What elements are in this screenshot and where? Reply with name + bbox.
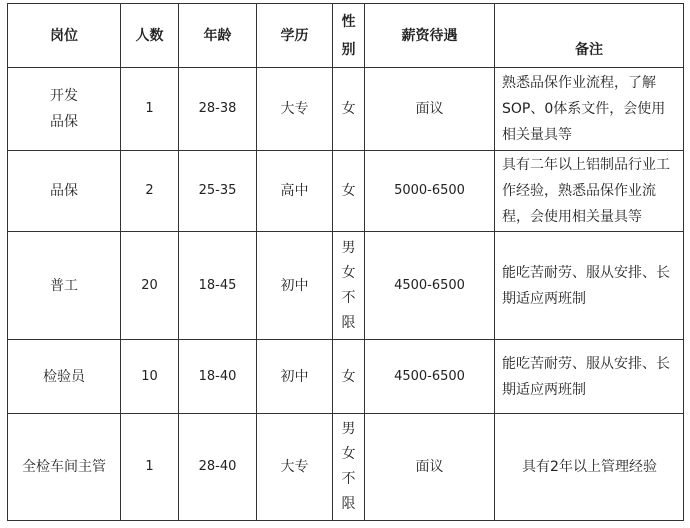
- cell-salary: 面议: [365, 68, 495, 151]
- cell-count: 2: [121, 151, 179, 232]
- header-gender-line2: 别: [341, 41, 356, 58]
- table-row: [8, 340, 684, 414]
- cell-gender-char: 男: [341, 421, 356, 437]
- cell-gender: 女: [333, 68, 365, 151]
- cell-notes: 具有二年以上铝制品行业工作经验，熟悉品保作业流程，会使用相关量具等: [495, 151, 684, 232]
- cell-age: 28-38: [179, 68, 257, 151]
- table-row: [8, 232, 684, 340]
- header-salary: 薪资待遇: [365, 4, 495, 68]
- table-row: [8, 68, 684, 151]
- cell-notes: 能吃苦耐劳、服从安排、长期适应两班制: [495, 340, 684, 414]
- header-count: 人数: [121, 4, 179, 68]
- header-gender: [333, 4, 365, 68]
- cell-position: 检验员: [8, 340, 121, 414]
- cell-count: 1: [121, 414, 179, 521]
- cell-gender: [333, 414, 365, 521]
- cell-salary: 4500-6500: [365, 232, 495, 340]
- cell-age: 18-45: [179, 232, 257, 340]
- cell-education: 大专: [257, 414, 333, 521]
- cell-notes: 熟悉品保作业流程，了解SOP、0体系文件，会使用相关量具等: [495, 68, 684, 151]
- cell-position: 品保: [8, 151, 121, 232]
- cell-count: 10: [121, 340, 179, 414]
- cell-position-line1: 开发: [50, 88, 78, 104]
- cell-education: 初中: [257, 232, 333, 340]
- cell-position: 普工: [8, 232, 121, 340]
- header-gender-line1: 性: [341, 13, 356, 30]
- recruitment-table: [7, 3, 684, 521]
- cell-education: 高中: [257, 151, 333, 232]
- cell-gender-char: 不: [341, 471, 356, 487]
- cell-notes: 能吃苦耐劳、服从安排、长期适应两班制: [495, 232, 684, 340]
- cell-education: 初中: [257, 340, 333, 414]
- cell-count: 1: [121, 68, 179, 151]
- cell-gender: 女: [333, 340, 365, 414]
- cell-position: [8, 68, 121, 151]
- cell-gender-char: 不: [341, 289, 356, 306]
- header-row: [8, 4, 684, 68]
- cell-position-line2: 品保: [50, 114, 78, 130]
- header-age: 年龄: [179, 4, 257, 68]
- cell-gender-char: 女: [341, 264, 356, 281]
- header-notes: 备注: [495, 4, 684, 68]
- header-position: 岗位: [8, 4, 121, 68]
- cell-position: 全检车间主管: [8, 414, 121, 521]
- recruitment-table-container: [7, 3, 684, 521]
- cell-gender-char: 男: [341, 239, 356, 256]
- cell-gender: [333, 232, 365, 340]
- cell-notes: 具有2年以上管理经验: [495, 414, 684, 521]
- cell-gender: 女: [333, 151, 365, 232]
- cell-gender-char: 限: [341, 496, 356, 512]
- cell-age: 25-35: [179, 151, 257, 232]
- cell-age: 18-40: [179, 340, 257, 414]
- table-row: [8, 151, 684, 232]
- cell-education: 大专: [257, 68, 333, 151]
- cell-salary: 5000-6500: [365, 151, 495, 232]
- cell-gender-char: 女: [341, 446, 356, 462]
- cell-age: 28-40: [179, 414, 257, 521]
- cell-gender-char: 限: [341, 314, 356, 331]
- cell-salary: 4500-6500: [365, 340, 495, 414]
- cell-count: 20: [121, 232, 179, 340]
- header-education: 学历: [257, 4, 333, 68]
- table-row: [8, 414, 684, 521]
- cell-salary: 面议: [365, 414, 495, 521]
